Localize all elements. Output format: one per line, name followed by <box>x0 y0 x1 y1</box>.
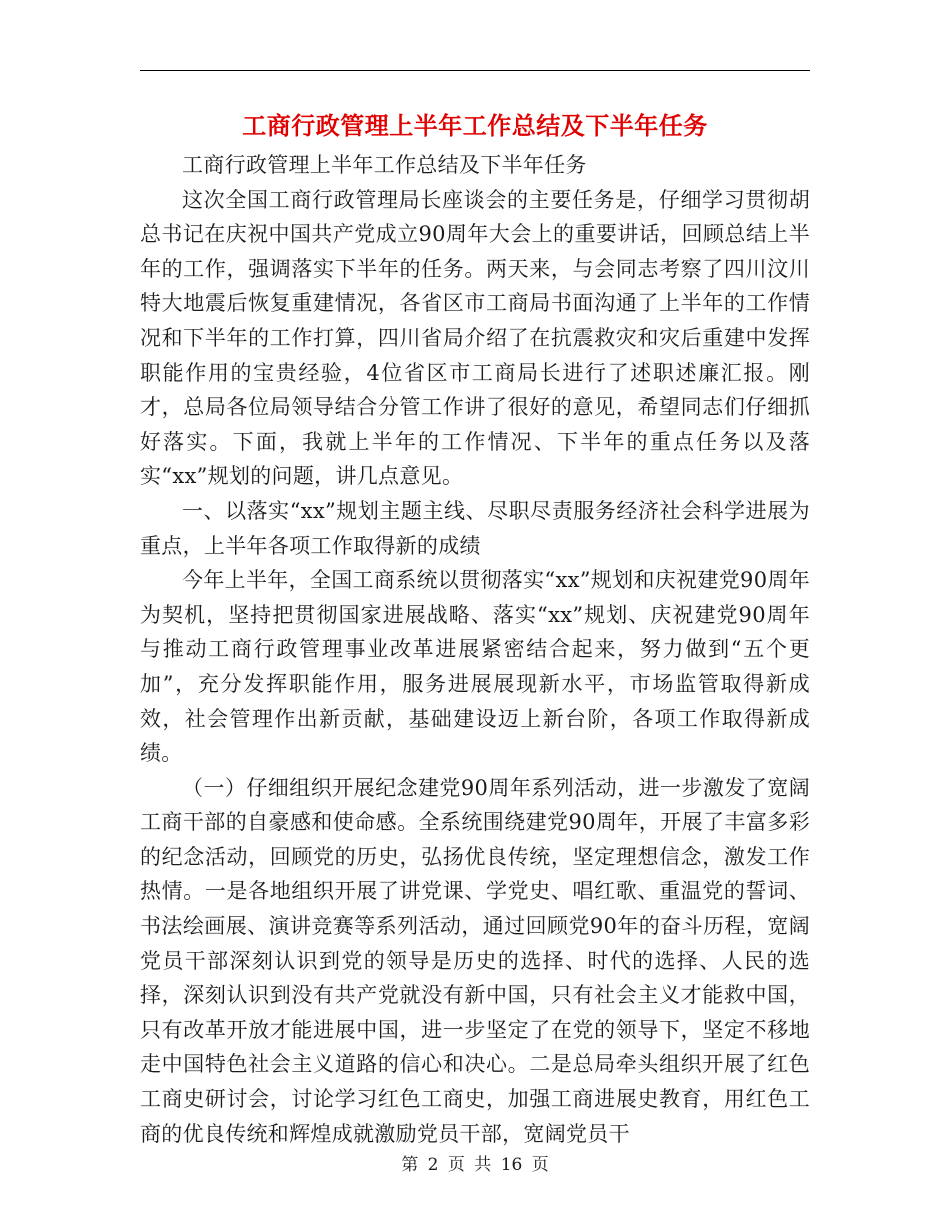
paragraph-summary: 今年上半年，全国工商系统以贯彻落实“xx”规划和庆祝建党90周年为契机，坚持把贯彻国家进展战略、落实“xx”规划、庆祝建党90周年与推动工商行政管理事业改革进展紧密结合起来，努力做到“五个更加”，充分发挥职能作用，服务进展展现新水平，市场监管取得新成效，社会管理作出新贡献，基础建设迈上新台阶，各项工作取得新成绩。 <box>140 568 810 766</box>
document-title: 工商行政管理上半年工作总结及下半年任务 <box>242 111 708 140</box>
page-number: 第 2 页 共 16 页 <box>401 1155 549 1175</box>
header-rule <box>140 70 810 71</box>
paragraph-section-heading: 一、以落实“xx”规划主题主线、尽职尽责服务经济社会科学进展为重点，上半年各项工作取得新的成绩 <box>140 498 810 558</box>
document-body <box>140 148 810 1151</box>
paragraph-intro: 这次全国工商行政管理局长座谈会的主要任务是，仔细学习贯彻胡总书记在庆祝中国共产党成立90周年大会上的重要讲话，回顾总结上半年的工作，强调落实下半年的任务。两天来，与会同志考察了四川汶川特大地震后恢复重建情况，各省区市工商局书面沟通了上半年的工作情况和下半年的工作打算，四川省局介绍了在抗震救灾和灾后重建中发挥职能作用的宝贵经验，4位省区市工商局长进行了述职述廉汇报。刚才，总局各位局领导结合分管工作讲了很好的意见，希望同志们仔细抓好落实。下面，我就上半年的工作情况、下半年的重点任务以及落实“xx”规划的问题，讲几点意见。 <box>140 187 810 489</box>
paragraph-subtitle: 工商行政管理上半年工作总结及下半年任务 <box>182 153 587 177</box>
paragraph-subsection-one: （一）仔细组织开展纪念建党90周年系列活动，进一步激发了宽阔工商干部的自豪感和使命感。全系统围绕建党90周年，开展了丰富多彩的纪念活动，回顾党的历史，弘扬优良传统，坚定理想信念，激发工作热情。一是各地组织开展了讲党课、学党史、唱红歌、重温党的誓词、书法绘画展、演讲竞赛等系列活动，通过回顾党90年的奋斗历程，宽阔党员干部深刻认识到党的领导是历史的选择、时代的选择、人民的选择，深刻认识到没有共产党就没有新中国，只有社会主义才能救中国，只有改革开放才能进展中国，进一步坚定了在党的领导下，坚定不移地走中国特色社会主义道路的信心和决心。二是总局牵头组织开展了红色工商史研讨会，讨论学习红色工商史，加强工商进展史教育，用红色工商的优良传统和辉煌成就激励党员干部，宽阔党员干 <box>140 775 810 1146</box>
